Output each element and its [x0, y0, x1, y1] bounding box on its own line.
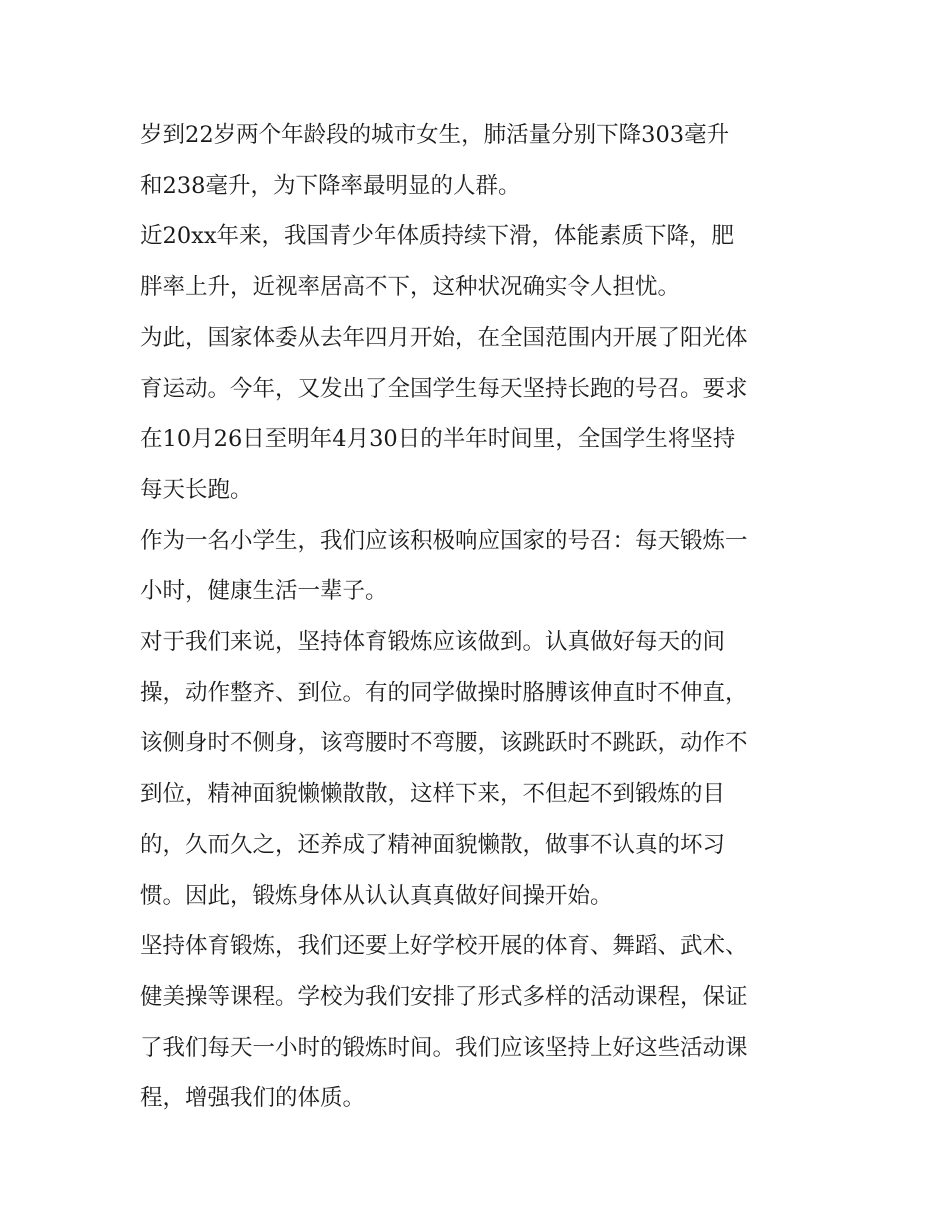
text-line: 了我们每天一小时的锻炼时间。我们应该坚持上好这些活动课 [140, 1034, 748, 1061]
text-line: 作为一名小学生，我们应该积极响应国家的号召：每天锻炼一 [140, 527, 748, 554]
paragraph-student-response [140, 516, 820, 617]
text-line: 小时，健康生活一辈子。 [140, 578, 388, 605]
text-line: 对于我们来说，坚持体育锻炼应该做到。认真做好每天的间 [140, 629, 726, 656]
text-line: 岁到22岁两个年龄段的城市女生，肺活量分别下降303毫升 [140, 122, 730, 148]
text-line: 的，久而久之，还养成了精神面貌懒散，做事不认真的坏习 [140, 831, 726, 858]
paragraph-activity-courses [140, 921, 820, 1124]
text-line: 惯。因此，锻炼身体从认认真真做好间操开始。 [140, 882, 613, 909]
text-line: 近20xx年来，我国青少年体质持续下滑，体能素质下降，肥 [140, 223, 735, 250]
text-line: 每天长跑。 [140, 476, 253, 503]
text-line: 到位，精神面貌懒懒散散，这样下来，不但起不到锻炼的目 [140, 781, 726, 808]
paragraph-youth-fitness-decline [140, 211, 820, 312]
text-line: 坚持体育锻炼，我们还要上好学校开展的体育、舞蹈、武术、 [140, 933, 748, 960]
text-line: 育运动。今年，又发出了全国学生每天坚持长跑的号召。要求 [140, 375, 748, 402]
paragraph-exercise-routine [140, 617, 820, 921]
text-line: 该侧身时不侧身，该弯腰时不弯腰，该跳跃时不跳跃，动作不 [140, 730, 748, 757]
text-line: 和238毫升，为下降率最明显的人群。 [140, 172, 521, 199]
paragraph-sunshine-sports [140, 313, 820, 516]
document-body [140, 110, 820, 1124]
text-line: 健美操等课程。学校为我们安排了形式多样的活动课程，保证 [140, 983, 748, 1010]
text-line: 操，动作整齐、到位。有的同学做操时胳膊该伸直时不伸直， [140, 679, 748, 706]
text-line: 程，增强我们的体质。 [140, 1085, 366, 1112]
text-line: 胖率上升，近视率居高不下，这种状况确实令人担忧。 [140, 274, 681, 301]
text-line: 为此，国家体委从去年四月开始，在全国范围内开展了阳光体 [140, 324, 748, 351]
paragraph-lung-capacity [140, 110, 820, 211]
text-line: 在10月26日至明年4月30日的半年时间里，全国学生将坚持 [140, 426, 736, 453]
